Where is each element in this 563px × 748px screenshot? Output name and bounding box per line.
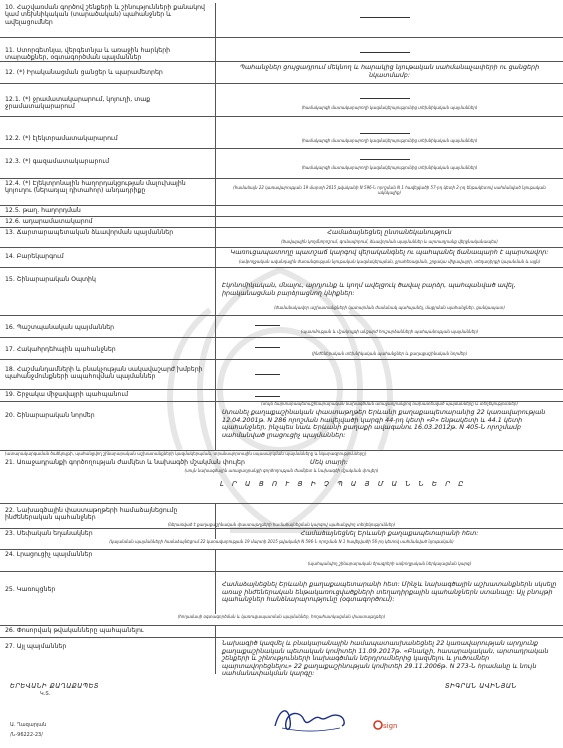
row-22 — [0, 504, 563, 529]
row-21-label: 21. Առաջադրանքի գործողության ժամկետ և նախագծի մշակման փուլեր — [5, 459, 245, 466]
document-number: /Ն-96222-23/ — [10, 732, 43, 738]
row-14-value: Կառուցապատողը պատշաճ կարգով վերականգնել ու պահպանել ճանապարհ է պարտավոր: — [230, 248, 549, 256]
row-12-4 — [0, 179, 563, 206]
row-25 — [0, 572, 563, 626]
row-13-value: Համաձայնեցնել ընտանեկանություն — [327, 228, 452, 236]
row-20 — [0, 402, 563, 451]
row-26-label: 26. Փոսորվակ թվականները պահպանելու — [5, 627, 144, 634]
row-20-footnote: (ատարակարգաման ծածկույթի, պահանջվող շինարարական աշխատանքների կազմակերպման, տրանսպորտային սպասարկման պայմանները և նկարագրությունները) — [5, 451, 367, 456]
signer-name: ՏԻԳՐԱՆ ԱՎԻՆՅԱՆ — [445, 682, 517, 690]
row-10-empty — [360, 17, 410, 18]
row-17-note: (ինժեներական տեխնիկական պահանջներ և քաղաքաշինական նորմեր) — [311, 351, 468, 356]
row-13-note: (ծավալային կողմնորոշում, գունավորում, ձևավորման պայմաններ և արտադրանք վերջնականապես) — [281, 239, 498, 244]
row-16-label: 16. Պաշտպանական պայմաններ — [5, 324, 115, 331]
row-15-note: (ժամանակավոր աշխատանքների կատարման ժամանակ պահպանել, մաքրման պահանջներ, ցանկապատ) — [274, 305, 505, 310]
row-10 — [0, 3, 563, 38]
row-23-value: Համաձայնեցնել Երևանի քաղաքապետարանի հետ: — [300, 529, 479, 537]
row-20-note: (սույն ճարտարապետաշինարարական նախագծման առաջադրանքով նախատեսված պայմանները և տեղեկություններ) — [261, 401, 518, 406]
row-12-1-note: (համակարգի մատակարարողի կազմակերպությունից տեխնիկական պայմաններ) — [301, 105, 478, 110]
extra-conditions-heading: Լ Ր Ա Ց Ո Ւ Ց Ի Չ Պ Ա Յ Մ Ա Ն Ն Ե Ր Ը — [220, 480, 467, 488]
osign-logo — [372, 718, 400, 732]
row-15 — [0, 268, 563, 316]
row-13 — [0, 228, 563, 248]
row-23 — [0, 529, 563, 550]
svg-text:sign: sign — [383, 722, 398, 730]
handwritten-signature — [270, 698, 350, 738]
row-24-label: 24. Լրացուցիչ պայմաններ — [5, 551, 93, 558]
row-12-1-label: 12.1. (*) ջրամատակարարում, կոյուղի, տաք ջրամատակարարում — [5, 96, 151, 111]
row-12-6 — [0, 217, 563, 228]
row-22-note: (ներառված է քաղաքաշինական փաստաթղթերի համաձայնեցման կարգով պահանջվող տեղեկություններ) — [167, 522, 396, 527]
seal-mark: Կ.Տ. — [40, 691, 51, 697]
row-12-5 — [0, 206, 563, 217]
row-12-4-label: 12.4. (*) Էլեկտրոնային հաղորդակցության մալուխային կոյուղու (ներառյալ դիտահոր) անդադրիքը — [5, 180, 186, 195]
row-20-value: Ստանել քաղաքաշինական փաստաթղթեր Երևանի քաղաքապետարանից 22 կառավարության 12.04.2001թ. N 286 որոշման հավելվածի կարգի 44-րդ կետի «Բ» ենթակետի և 44.1 կետի պահանջներ, ինչպես նաև Երևանի քաղաքի ավագանու 16.03.2012թ. N 405-Ն որոշմամբ սահմանված լրացուցիչ պայմաններ: — [222, 408, 546, 439]
row-12-3-label: 12.3. (*) գազամատակարարում — [5, 158, 110, 165]
row-16-note: (պատմության և մշակույթի անշարժ հուշարձանների պահպանության պայմաններ) — [300, 329, 479, 334]
row-21 — [0, 458, 563, 504]
row-22-label: 22. Նախագծային փաստաթղթերի համաձայնեցումը ինժեներական պահանջներ — [5, 507, 178, 522]
row-25-note: (հողամասի օգտագործման և կառուցապատման պայմաններ, հողահատկացման փաստաթղթեր) — [177, 614, 386, 619]
row-23-note: (կայանման պայմանների համաձայնեցում 22 կառավարության 19 մարտի 2015 թվականի N 596-Ն որոշման N 1 հավելվածի 56-րդ կետով սահմանված նյութական) — [109, 539, 454, 544]
row-12-label: 12. (*) Իրականացման ցանցեր և պարամետրեր — [5, 69, 163, 76]
row-25-value: Համաձայնեցնել Երևանի քաղաքապետարանի հետ: Մինչև նախագծային աշխատանքներն սկսելը առաջ ինժեներական ենթակառուցվածքների տեղադիրքային պահանջներն ստանալը: Այլ բնույթի պահանջներ հանձնարարությունը (օգտագործում): — [222, 580, 557, 604]
row-10-label: 10. Հաշվառման գործով շենքերի և շինությունների քանակով կամ տեխնիկական (տարածական) պահանջներ և ավելացումներ — [5, 4, 205, 26]
row-18-label: 18. Հաշմանդամների և բնակչության սակավաշարժ խմբերի պահանջմունքների ապահովման պայմաններ — [5, 366, 203, 381]
row-21-note: (սույն նախագծային առաջադրանքի գործողության ժամկետ և նախագծի մշակման փուլեր) — [184, 468, 379, 473]
row-23-label: 23. Սեփական եղանակներ — [5, 530, 93, 537]
row-24 — [0, 550, 563, 572]
row-26 — [0, 626, 563, 638]
row-17 — [0, 338, 563, 360]
row-12-3 — [0, 149, 563, 179]
row-14 — [0, 248, 563, 268]
row-25-label: 25. Կառույցներ — [5, 586, 56, 593]
row-16 — [0, 316, 563, 338]
row-14-label: 14. Բարեկարգում — [5, 253, 64, 260]
row-12-2-label: 12.2. (*) էլեկտրամատակարարում — [5, 135, 118, 142]
row-27-value: Նախագիծ կազմել և բնակարանային համապատասխանեցնել 22 կառավարության արդյունք քաղաքաշինական պետական կոմիտեի 11.09.2017թ. «Բնակչի, հասարակական, արտադրական շենքերի և շինությունների նախագծման ներդրումներից կազմելու և լուծումներ պարտավորեցնելու» 22 քաղաքաշինության կոմիտեի 29.11.2006թ. N 273-Ն հրամանը և նույն սահմանափակման կարգը: — [222, 639, 549, 678]
row-12-2 — [0, 117, 563, 149]
row-15-value: Էկոնոմիկական, մնալու, արդյունք և կողմ ավելցուկ ծավալ բարձր, պահպանված ավել, իրականացման բարձրացնող կնիքներ: — [222, 281, 516, 297]
row-12 — [0, 62, 563, 84]
row-18 — [0, 360, 563, 390]
row-11-label: 11. Ստորգետնյա, վերգետնյա և առաջին հարկերի տարածքներ, օգտագործման պայմաններ — [5, 47, 171, 62]
row-27-label: 27. Այլ պայմաններ — [5, 643, 67, 650]
row-12-5-label: 12.5. թաղ. հաղորդման — [5, 207, 81, 214]
row-11 — [0, 38, 563, 62]
row-12-2-note: (համակարգի մատակարարողի կազմակերպությունից տեխնիկական պայմաններ) — [301, 138, 478, 143]
row-15-label: 15. Շինարարական Օպտիկ — [5, 276, 96, 283]
row-12-4-note: (համաձայն 22 կառավարության 19 մարտի 2015 թվականի N 596-Ն որոշման N 1 հավելվածի 57-րդ կետի 2-րդ ենթակետով սահմանված նյութական ակնկալիք) — [233, 185, 546, 195]
row-17-label: 17. Հակահրդեհային պահանջներ — [5, 346, 116, 353]
row-21-value: Մեկ տարի: — [310, 458, 348, 466]
row-12-3-note: (համակարգի մատակարարողի կազմակերպությունից տեխնիկական պայմաններ) — [301, 165, 478, 170]
row-12-1 — [0, 84, 563, 117]
issuer-title: ԵՐԵՎԱՆԻ ՔԱՂԱՔԱՊԵՏ — [10, 682, 100, 690]
row-19-label: 19. Շրջակա միջավայրի պահպանում — [5, 391, 129, 398]
row-11-empty — [360, 52, 410, 53]
row-20-label: 20. Շինարարական նորմեր — [5, 412, 95, 419]
signer-short: Ա. Ղազարյան — [10, 722, 47, 728]
row-12-value: Պահանջներ ցույցադրում մեկնող և հարակից նյութական սահմանաչափերի ու ցանցերի նկատմամբ: — [239, 63, 540, 79]
row-13-label: 13. Ճարտարապետական ձևավորման պայմաններ — [5, 229, 174, 236]
row-27 — [0, 638, 563, 678]
row-24-note: (պահպանվող շինարարական ծրագրերի ամբողջական ներկայացման կարգ) — [307, 561, 472, 566]
row-12-6-label: 12.6. ադարամատակարոմ — [5, 218, 93, 225]
row-14-note: (ամբողջական ավանդային ժառանգության նյութական կազմակերպման, ջրահեռացման, շրջակա միջավայրի, տեղադիրքի կայանման և այլն) — [238, 259, 541, 264]
